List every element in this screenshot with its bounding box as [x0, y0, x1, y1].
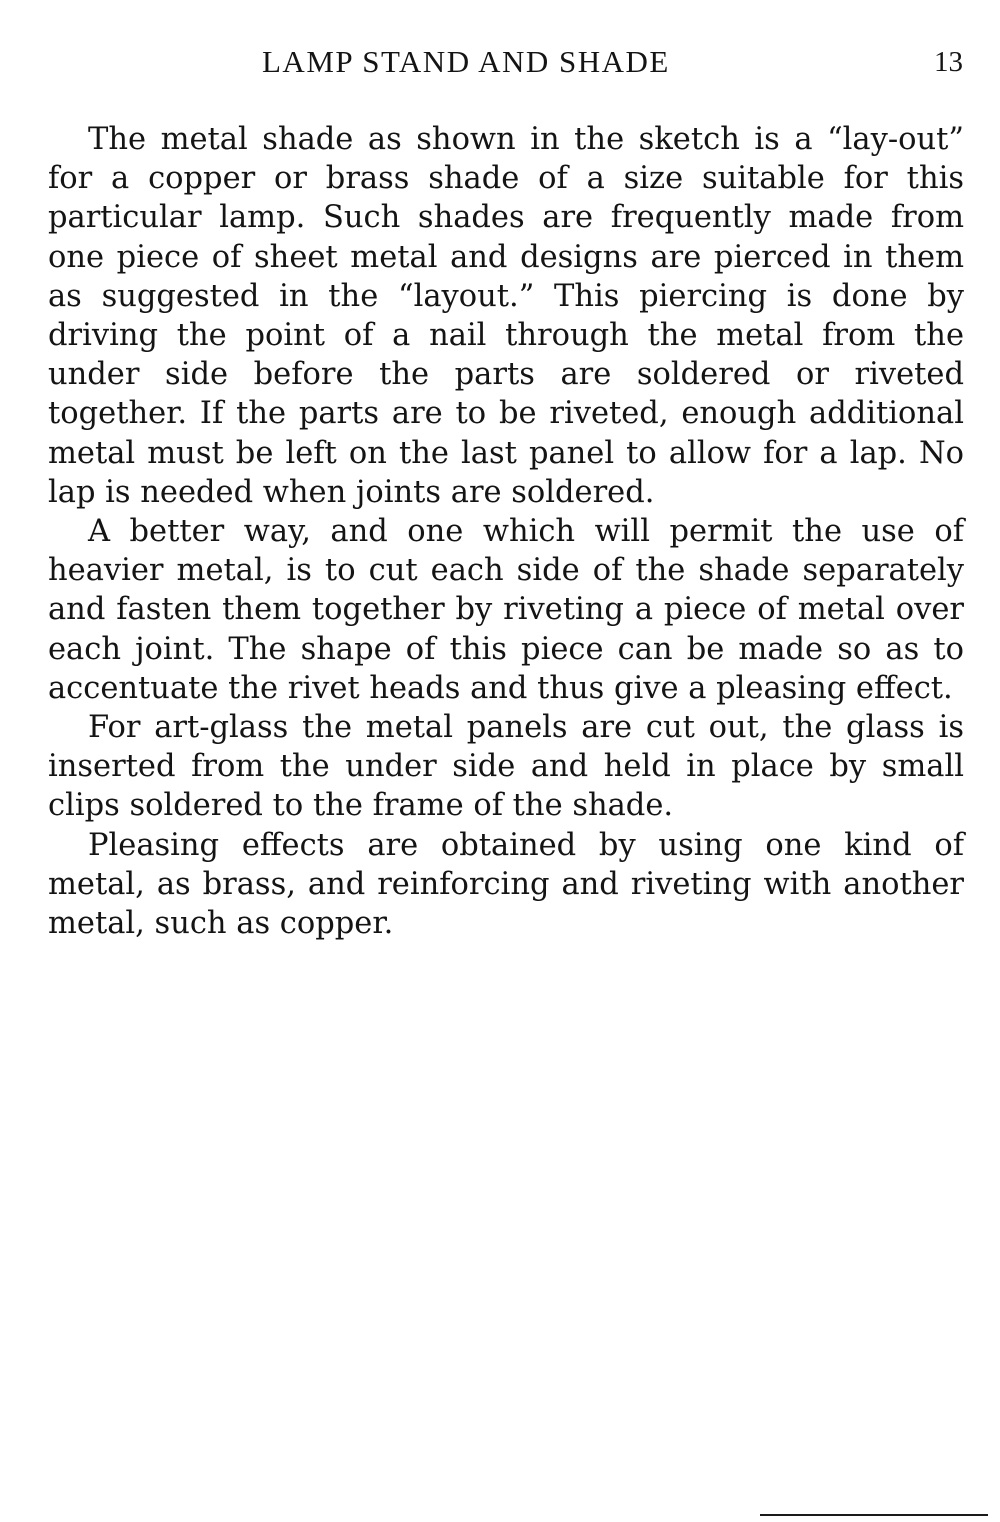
paragraph: For art-glass the metal panels are cut out, the glass is inserted from the under side and held in place by small clips soldered to the frame of the shade. — [48, 710, 964, 824]
paragraph: Pleasing effects are obtained by using one kind of metal, as brass, and reinforcing and riveting with another metal, such as copper. — [48, 827, 964, 942]
body-text — [48, 120, 964, 943]
paragraph: A better way, and one which will permit the use of heavier metal, is to cut each side of the shade separately and fasten them together by riveting a piece of metal over each joint. The shape of this piece can be made so as to accentuate the rivet heads and thus give a pleasing effect. — [48, 514, 964, 706]
paragraph: The metal shade as shown in the sketch is a “lay-out” for a copper or brass shade of a size suitable for this particular lamp. Such shades are frequently made from one piece of sheet metal and designs are pierced in them as suggested in the “layout.” This piercing is done by driving the point of a nail through the metal from the under side before the parts are soldered or riveted together. If the parts are to be riveted, enough additional metal must be left on the last panel to allow for a lap. No lap is needed when joints are soldered. — [48, 122, 964, 510]
running-head — [0, 42, 1000, 82]
page-number: 13 — [934, 46, 963, 78]
footer-rule — [760, 1514, 988, 1516]
running-title: LAMP STAND AND SHADE — [262, 44, 670, 79]
